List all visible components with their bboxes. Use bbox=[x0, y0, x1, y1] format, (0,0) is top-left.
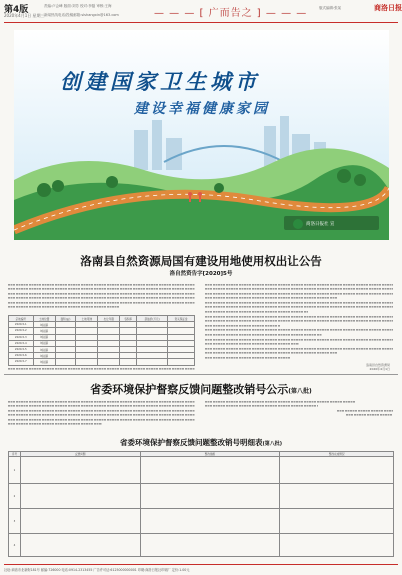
cell bbox=[98, 359, 120, 365]
section-divider bbox=[4, 374, 398, 375]
column-header: 整改措施 bbox=[140, 452, 280, 457]
env-notice-intro-text bbox=[8, 399, 195, 429]
cell: 2020-5-6 bbox=[9, 353, 34, 359]
env-table-batch: (第八批) bbox=[262, 441, 283, 447]
cell: 城关镇 bbox=[33, 346, 55, 352]
cell bbox=[280, 457, 394, 484]
table-row bbox=[9, 484, 394, 509]
cell bbox=[168, 359, 195, 365]
cell: 城关镇 bbox=[33, 340, 55, 346]
cell bbox=[20, 484, 140, 509]
cell: 2020-5-4 bbox=[9, 340, 34, 346]
cell bbox=[280, 534, 394, 557]
cell bbox=[20, 509, 140, 534]
env-table-title-text: 省委环境保护督察反馈问题整改销号明细表 bbox=[119, 438, 263, 447]
banner-subtitle: 建设幸福健康家园 bbox=[134, 101, 270, 117]
cell bbox=[55, 359, 76, 365]
cell: 2020-5-7 bbox=[9, 359, 34, 365]
env-notice-title-text: 省委环境保护督察反馈问题整改销号公示 bbox=[90, 383, 289, 396]
land-notice-footnote bbox=[8, 366, 195, 373]
env-notice-title bbox=[0, 381, 402, 397]
env-notice-batch: (第八批) bbox=[288, 388, 312, 395]
env-notice-right-text bbox=[205, 399, 393, 429]
issuer-name: 洛南县自然资源局 bbox=[365, 363, 390, 367]
column-header: 面积(㎡) bbox=[55, 316, 76, 322]
cell: 城关镇 bbox=[33, 328, 55, 334]
contact-info: 新闻热线电话/投稿邮箱:slshangxin@163.com bbox=[44, 13, 119, 17]
column-header: 反馈问题 bbox=[20, 452, 140, 457]
cell bbox=[76, 359, 98, 365]
banner-title: 创建国家卫生城市 bbox=[60, 70, 260, 94]
column-header: 土地位置 bbox=[33, 316, 55, 322]
cell: 城关镇 bbox=[33, 334, 55, 340]
cell: 2020-5-2 bbox=[9, 328, 34, 334]
land-parcel-table bbox=[8, 315, 195, 366]
row-number: 2 bbox=[9, 484, 21, 509]
cell: 2020-5-3 bbox=[9, 334, 34, 340]
page-footer: 社址:商洛市北新街181号 邮编:726000 电话:0914-2313455 广告许可证:6125000000001 印刷:商洛日报社印刷厂 定价:1.00元 bbox=[4, 564, 398, 572]
env-table-title bbox=[0, 437, 402, 448]
cell bbox=[20, 457, 140, 484]
cell bbox=[140, 484, 280, 509]
page-number: 第4版 bbox=[4, 5, 29, 15]
land-notice-doc-number: 洛自然资告字[2020]5号 bbox=[169, 271, 233, 277]
section-name: 广而告之 bbox=[208, 8, 253, 19]
column-header: 土地用途 bbox=[76, 316, 98, 322]
column-header: 宗地编号 bbox=[9, 316, 34, 322]
row-number: 3 bbox=[9, 509, 21, 534]
newspaper-logo: 商洛日报 bbox=[374, 4, 402, 12]
cell: 城关镇 bbox=[33, 322, 55, 328]
cell bbox=[140, 509, 280, 534]
column-header: 容积率 bbox=[120, 316, 137, 322]
issue-date: 2020年4月1日 星期三 bbox=[4, 13, 45, 18]
banner-illustration bbox=[14, 30, 389, 240]
land-notice-right-column-text bbox=[205, 282, 393, 362]
newspaper-seal-icon bbox=[293, 219, 303, 229]
cell: 2020-5-1 bbox=[9, 322, 34, 328]
editor-credits: 责编:卢会峰 版面:刘芳 校对:李磊 审核:王海 bbox=[44, 4, 112, 8]
section-rule-right: ] — — — bbox=[252, 8, 308, 19]
cell: 城关镇 bbox=[33, 359, 55, 365]
banner-credit: 商洛日报社 宣 bbox=[306, 222, 335, 227]
row-number: 1 bbox=[9, 457, 21, 484]
cell bbox=[280, 484, 394, 509]
section-title bbox=[154, 4, 308, 19]
column-header: 序号 bbox=[9, 452, 21, 457]
land-notice-title: 洛南县自然资源局国有建设用地使用权出让公告 bbox=[80, 254, 322, 268]
cell bbox=[120, 359, 137, 365]
section-rule-left: — — — [ bbox=[154, 8, 209, 19]
column-header: 起始价(万元) bbox=[137, 316, 168, 322]
public-service-banner bbox=[14, 30, 389, 240]
column-header: 竞买保证金 bbox=[168, 316, 195, 322]
cell bbox=[140, 534, 280, 557]
cell bbox=[20, 534, 140, 557]
cell bbox=[140, 457, 280, 484]
cell: 2020-5-5 bbox=[9, 346, 34, 352]
layout-editor: 版式编辑:张某 bbox=[319, 6, 342, 10]
row-number: 4 bbox=[9, 534, 21, 557]
land-notice-signature bbox=[350, 363, 390, 371]
column-header: 整改完成情况 bbox=[280, 452, 394, 457]
column-header: 出让年限 bbox=[98, 316, 120, 322]
table-row bbox=[9, 534, 394, 557]
cell bbox=[280, 509, 394, 534]
cell: 城关镇 bbox=[33, 353, 55, 359]
table-row bbox=[9, 457, 394, 484]
masthead bbox=[4, 2, 402, 22]
issue-date-sign: 2020年4月1日 bbox=[369, 367, 390, 371]
cell bbox=[137, 359, 168, 365]
table-row bbox=[9, 359, 195, 365]
land-notice-intro-text bbox=[8, 282, 195, 312]
rectification-table bbox=[8, 451, 394, 557]
masthead-rule bbox=[4, 22, 398, 23]
table-row bbox=[9, 509, 394, 534]
